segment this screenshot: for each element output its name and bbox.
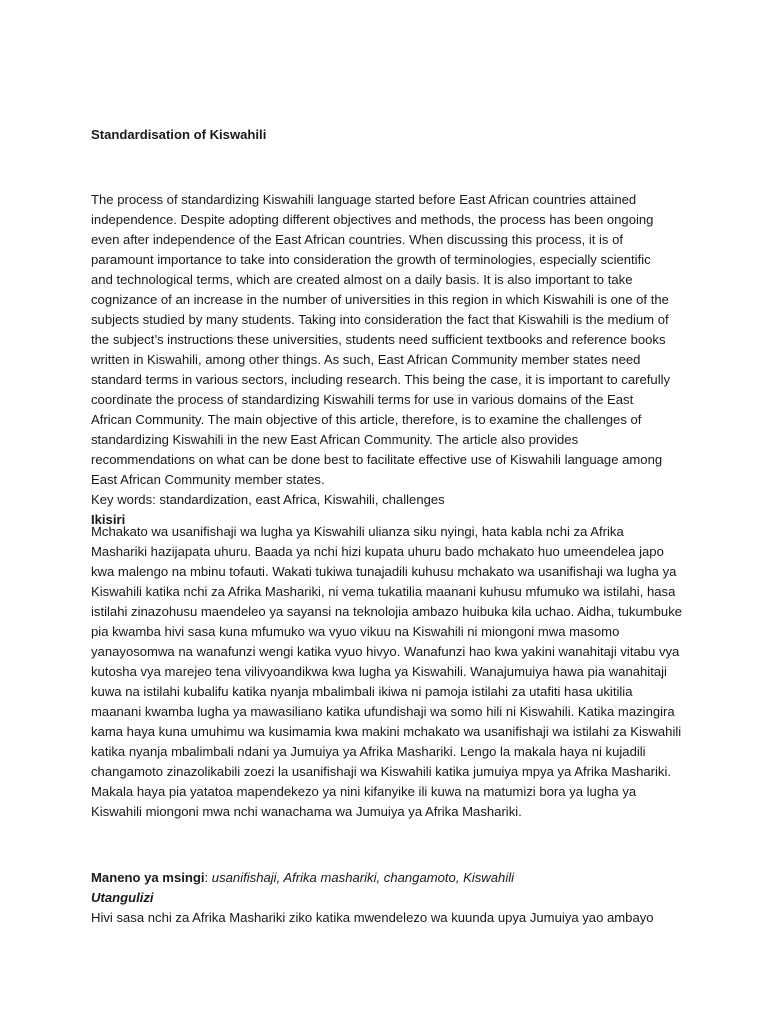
swahili-keywords-terms: usanifishaji, Afrika mashariki, changamoto, Kiswahili <box>211 870 515 885</box>
swahili-keywords-label: Maneno ya msingi <box>91 870 205 885</box>
document-title: Standardisation of Kiswahili <box>91 127 267 142</box>
swahili-keywords <box>91 868 683 888</box>
swahili-keywords-separator: : <box>204 870 212 885</box>
utangulizi-text: Hivi sasa nchi za Afrika Mashariki ziko katika mwendelezo wa kuunda upya Jumuiya yao ambayo <box>91 910 654 925</box>
utangulizi-heading: Utangulizi <box>91 890 154 905</box>
swahili-abstract: Mchakato wa usanifishaji wa lugha ya Kiswahili ulianza siku nyingi, hata kabla nchi za Afrika Mashariki hazijapata uhuru. Baada ya nchi hizi kupata uhuru bado mchakato huo umeendelea japo kwa malengo na mbinu tofauti. Wakati tukiwa tunajadili kuhusu mchakato wa usanifishaji wa lugha ya Kiswahili katika nchi za Afrika Mashariki, ni vema tukatilia maanani kuhusu mfumuko wa istilahi, hasa istilahi zinazohusu maendeleo ya sayansi na teknolojia ambazo huibuka kila uchao. Aidha, tukumbuke pia kwamba hivi sasa kuna mfumuko wa vyuo vikuu na Kiswahili ni miongoni mwa masomo yanayosomwa na wanafunzi wengi katika vyuo hivyo. Wanafunzi hao kwa yakini wanahitaji vitabu vya kutosha vya marejeo tena vilivyoandikwa kwa lugha ya Kiswahili. Wanajumuiya hawa pia wanahitaji kuwa na istilahi kubalifu katika nyanja mbalimbali ikiwa ni pamoja istilahi za utafiti hasa ukitilia maanani kwamba lugha ya mawasiliano katika ufundishaji wa somo hili ni Kiswahili. Katika mazingira kama haya kuna umuhimu wa kusimamia kwa makini mchakato wa usanifishaji wa istilahi za Kiswahili katika nyanja mbalimbali ndani ya Jumuiya ya Afrika Mashariki. Lengo la makala haya ni kujadili changamoto zinazolikabili zoezi la usanifishaji wa Kiswahili katika jumuiya mpya ya Afrika Mashariki. Makala haya pia yatatoa mapendekezo ya nini kifanyike ili kuwa na matumizi bora ya lugha ya Kiswahili miongoni mwa nchi wanachama wa Jumuiya ya Afrika Mashariki. <box>91 524 683 819</box>
english-abstract: The process of standardizing Kiswahili language started before East African countries attained independence. Despite adopting different objectives and methods, the process has been ongoing even after independence of the East African countries. When discussing this process, it is of paramount importance to take into consideration the growth of terminologies, especially scientific and technological terms, which are created almost on a daily basis. It is also important to take cognizance of an increase in the number of universities in this region in which Kiswahili is one of the subjects studied by many students. Taking into consideration the fact that Kiswahili is the medium of the subject’s instructions these universities, students need sufficient textbooks and reference books written in Kiswahili, among other things. As such, East African Community member states need standard terms in various sectors, including research. This being the case, it is important to carefully coordinate the process of standardizing Kiswahili terms for use in various domains of the East African Community. The main objective of this article, therefore, is to examine the challenges of standardizing Kiswahili in the new East African Community. The article also provides recommendations on what can be done best to facilitate effective use of Kiswahili language among East African Community member states. <box>91 192 671 487</box>
ikisiri-heading: Ikisiri <box>91 512 126 527</box>
english-keywords: Key words: standardization, east Africa, Kiswahili, challenges <box>91 492 445 507</box>
swahili-keywords-block <box>91 868 683 928</box>
english-abstract-block <box>91 190 676 530</box>
